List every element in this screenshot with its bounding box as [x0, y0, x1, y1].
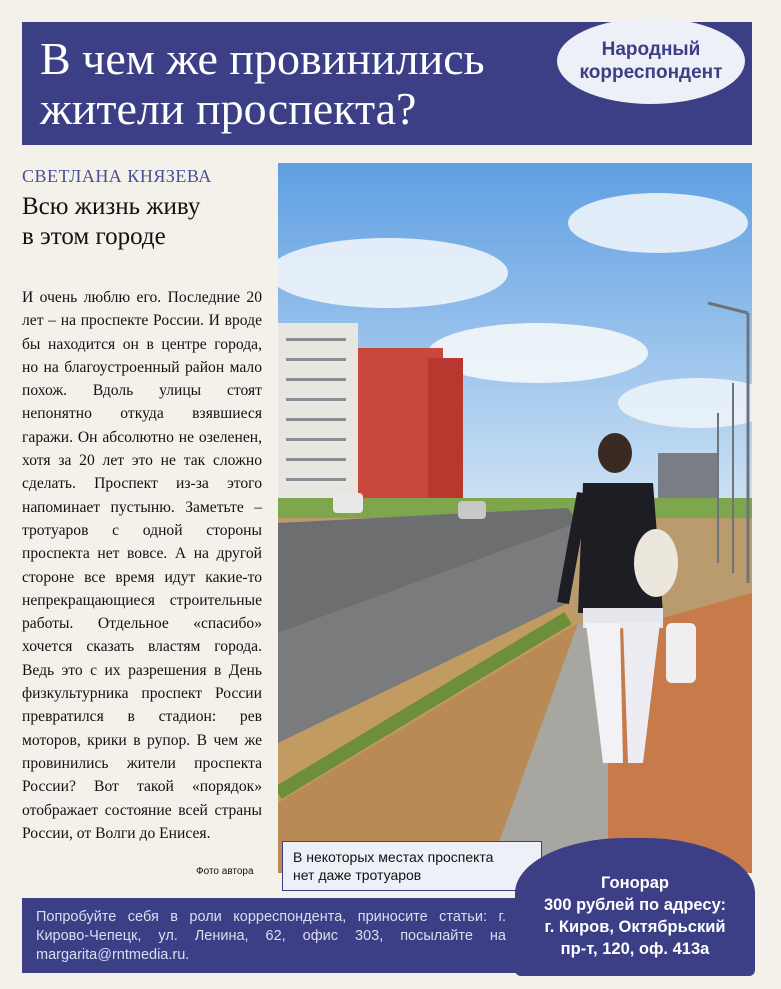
article-subhead	[22, 192, 262, 252]
headline-banner	[22, 22, 752, 145]
subhead-line-2: в этом городе	[22, 223, 166, 250]
fee-line-1: Гонорар	[601, 874, 669, 892]
caption-line-1: В некоторых местах проспекта	[293, 849, 494, 865]
rubric-line-1: Народный	[601, 39, 701, 60]
headline-line-2: жители проспекта?	[40, 83, 417, 134]
photo-caption	[282, 841, 542, 891]
headline	[40, 34, 560, 134]
fee-badge	[515, 838, 755, 976]
article-body: И очень люблю его. Последние 20 лет – на проспекте России. И вроде бы находится он в центре города, но на благоустроенный район мало похож. Вдоль улицы стоят непонятно откуда взявшиеся гаражи. Он абсолютно не озеленен, хотя за 20 лет это не так сложно сделать. Проспект из-за этого напоминает пустыню. Заметьте – тротуаров с одной стороны проспекта нет вовсе. А на другой стороне все время идут какие-то непрекращающиеся строительные работы. Отдельное «спасибо» хочется сказать властям города. Ведь это с их разрешения в День физкультурника проспект России превратился в стадион: рев моторов, крики в рупор. В чем же провинились жители проспекта России? Вот такой «порядок» отображает состояние всей страны России, от Волги до Енисея.	[22, 289, 262, 842]
fee-line-2: 300 рублей по адресу:	[543, 896, 727, 914]
street-photo-illustration	[278, 163, 752, 873]
headline-line-1: В чем же провинились	[40, 33, 485, 84]
caption-line-2: нет даже тротуаров	[293, 867, 422, 883]
fee-line-3: г. Киров, Октябрьский	[544, 918, 726, 936]
rubric-line-2: корреспондент	[579, 62, 723, 83]
rubric-badge	[557, 18, 745, 104]
author-name: СВЕТЛАНА КНЯЗЕВА	[22, 166, 212, 186]
fee-line-4: пр-т, 120, оф. 413а	[560, 940, 710, 958]
subhead-line-1: Всю жизнь живу	[22, 193, 201, 220]
footer-invitation: Попробуйте себя в роли корреспондента, приносите статьи: г. Кирово-Чепецк, ул. Ленина, 62, офис 303, посылайте на margarita@rntmedia.ru.	[36, 909, 506, 963]
street-photo	[278, 163, 752, 873]
photo-credit: Фото автора	[196, 866, 254, 877]
